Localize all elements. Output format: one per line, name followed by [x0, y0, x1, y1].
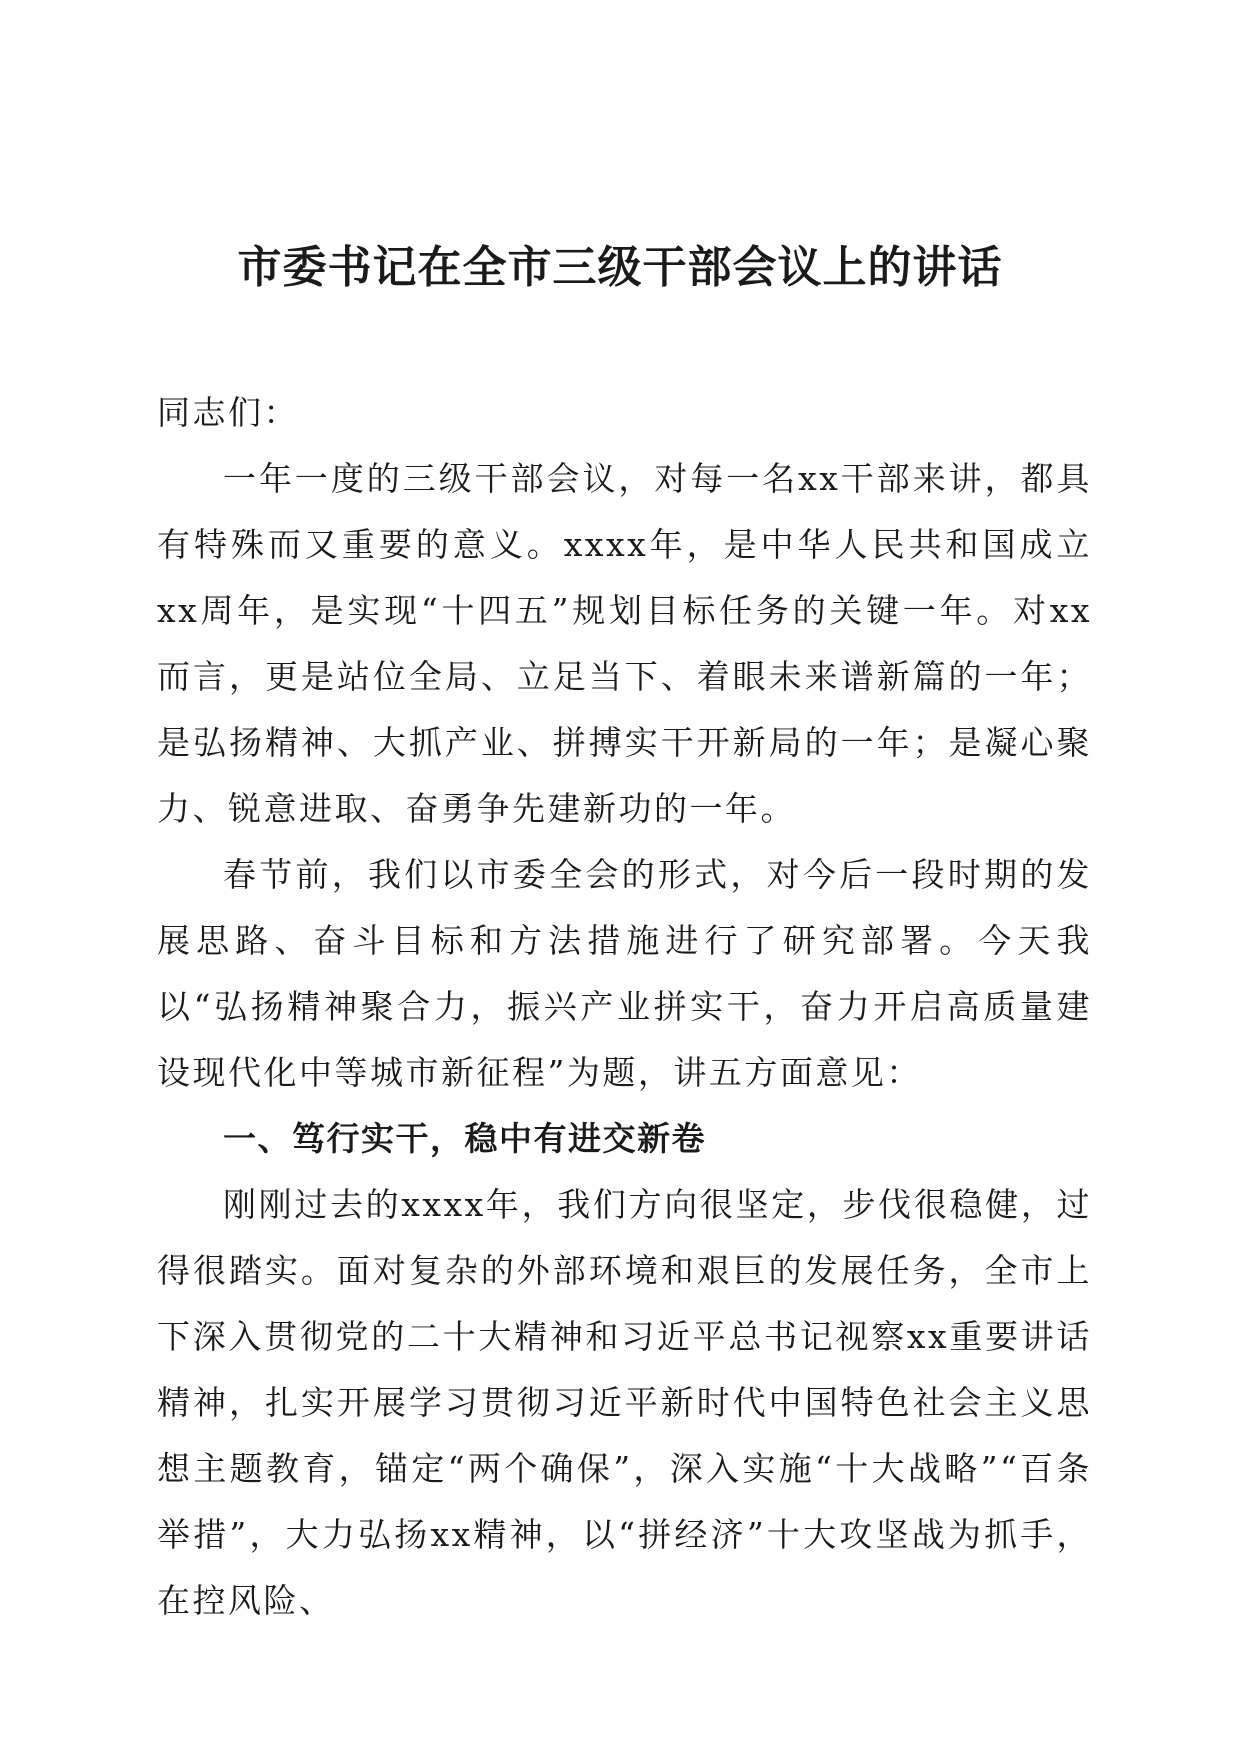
- paragraph-outline: 春节前，我们以市委全会的形式，对今后一段时期的发展思路、奋斗目标和方法措施进行了研究部署。今天我以“弘扬精神聚合力，振兴产业拼实干，奋力开启高质量建设现代化中等城市新征程”为题，讲五方面意见：: [157, 855, 1092, 1092]
- salutation: 同志们：: [157, 393, 299, 432]
- paragraph-intro: 一年一度的三级干部会议，对每一名xx干部来讲，都具有特殊而又重要的意义。xxxx年，是中华人民共和国成立xx周年，是实现“十四五”规划目标任务的关键一年。对xx而言，更是站位全局、立足当下、着眼未来谱新篇的一年；是弘扬精神、大抓产业、拼搏实干开新局的一年；是凝心聚力、锐意进取、奋勇争先建新功的一年。: [157, 459, 1092, 828]
- document-body: [157, 380, 1092, 1634]
- paragraph-section-one: 刚刚过去的xxxx年，我们方向很坚定，步伐很稳健，过得很踏实。面对复杂的外部环境和艰巨的发展任务，全市上下深入贯彻党的二十大精神和习近平总书记视察xx重要讲话精神，扎实开展学习贯彻习近平新时代中国特色社会主义思想主题教育，锚定“两个确保”，深入实施“十大战略”“百条举措”，大力弘扬xx精神，以“拼经济”十大攻坚战为抓手，在控风险、: [157, 1185, 1092, 1620]
- section-heading: 一、笃行实干，稳中有进交新卷: [223, 1119, 706, 1158]
- document-title: 市委书记在全市三级干部会议上的讲话: [237, 242, 1003, 293]
